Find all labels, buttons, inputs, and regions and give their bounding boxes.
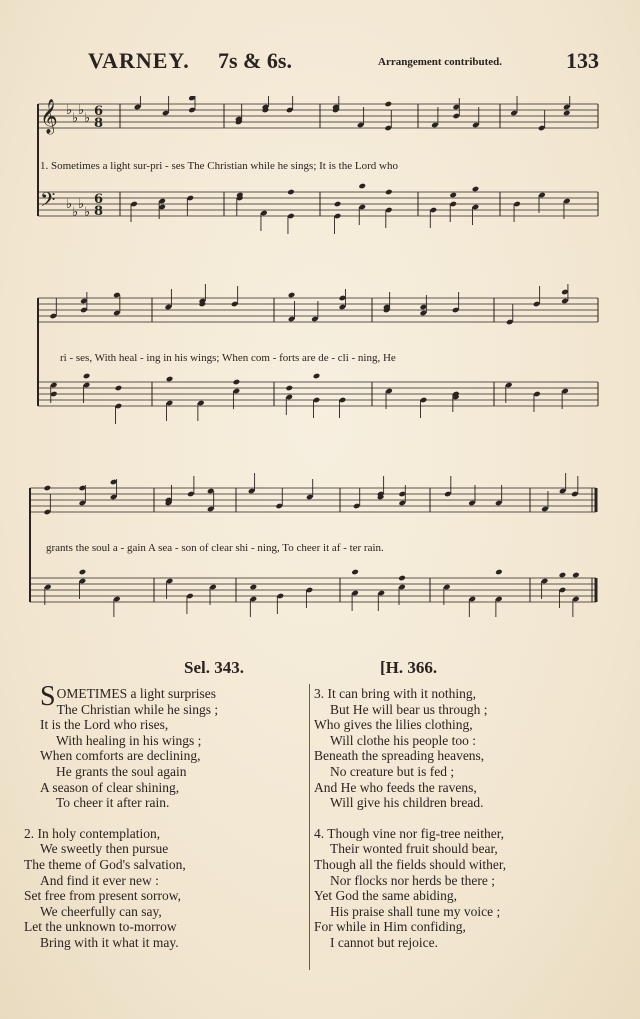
verse-line: Will clothe his people too : [330, 732, 477, 748]
music-system-1 [0, 96, 640, 256]
verse-line: Though all the fields should wither, [314, 856, 507, 872]
arrangement-credit: Arrangement contributed. [378, 56, 503, 68]
note-head [44, 485, 52, 492]
verse-line: Their wonted fruit should bear, [330, 841, 498, 857]
note-head [334, 201, 342, 208]
verse-line: We cheerfully can say, [40, 903, 162, 919]
selection-label-left: Sel. 343. [184, 658, 244, 677]
music-system-2 [0, 284, 640, 444]
verse-line: When comforts are declining, [40, 748, 201, 764]
verse-3 [314, 686, 604, 811]
verse-2 [24, 826, 302, 951]
note-head [398, 575, 406, 582]
verse-dropcap: S [40, 681, 56, 712]
verse-line: Let the unknown to-morrow [24, 919, 177, 935]
note-head [288, 292, 296, 299]
note-head [449, 192, 457, 199]
flat-sign-icon: ♭ [78, 103, 85, 118]
flat-sign-icon: ♭ [66, 103, 73, 118]
page-number: 133 [566, 48, 599, 73]
verse-line: 2. In holy contemplation, [24, 825, 161, 841]
bass-clef-icon: 𝄢 [40, 188, 56, 216]
note-head [563, 110, 571, 117]
time-signature-icon: 8 [94, 204, 104, 219]
verse-line: It is the Lord who rises, [40, 717, 169, 733]
music-system-3 [0, 468, 640, 638]
flat-sign-icon: ♭ [72, 111, 79, 126]
verse-line: I cannot but rejoice. [330, 934, 438, 950]
verse-line: The theme of God's salvation, [24, 856, 186, 872]
flat-sign-icon: ♭ [84, 205, 91, 220]
flat-sign-icon: ♭ [66, 197, 73, 212]
flat-sign-icon: ♭ [84, 111, 91, 126]
note-head [233, 379, 241, 386]
time-signature-icon: 6 [94, 104, 104, 119]
time-signature-icon: 8 [94, 116, 104, 131]
note-head [351, 569, 359, 576]
selection-label-right: [H. 366. [380, 658, 438, 677]
note-head [83, 373, 91, 380]
column-divider [309, 684, 310, 970]
note-head [250, 584, 258, 591]
note-head [166, 376, 174, 383]
verse-line: Will give his children bread. [330, 795, 484, 811]
verse-line: We sweetly then pursue [40, 841, 169, 857]
page-header [0, 40, 640, 80]
verse-line: A season of clear shining, [40, 779, 180, 795]
verse-line: To cheer it after rain. [56, 795, 170, 811]
flat-sign-icon: ♭ [78, 197, 85, 212]
note-head [313, 373, 321, 380]
verse-line: OMETIMES a light surprises [56, 686, 216, 701]
note-head [385, 189, 393, 196]
note-head [285, 385, 293, 392]
verse-line: But He will bear us through ; [330, 701, 488, 717]
verse-line: He grants the soul again [56, 763, 187, 779]
note-head [358, 183, 366, 190]
flat-sign-icon: ♭ [72, 205, 79, 220]
note-head [495, 569, 503, 576]
verse-line: And He who feeds the ravens, [314, 779, 477, 795]
verse-line: With healing in his wings ; [56, 732, 202, 748]
note-head [572, 572, 580, 579]
verse-line: For while in Him confiding, [314, 919, 466, 935]
verse-line: Beneath the spreading heavens, [314, 748, 485, 764]
tune-meter: 7s & 6s. [218, 48, 292, 73]
verse-line: The Christian while he sings ; [56, 701, 219, 717]
verse-line: Set free from present sorrow, [24, 888, 181, 904]
verse-line: Nor flocks nor herds be there ; [330, 872, 495, 888]
tune-title: VARNEY. [88, 48, 190, 73]
verse-line: Bring with it what it may. [40, 934, 179, 950]
verse-1 [40, 681, 302, 811]
note-head [559, 572, 567, 579]
note-head [115, 385, 123, 392]
time-signature-icon: 6 [94, 192, 104, 207]
note-head [384, 101, 392, 108]
note-head [472, 186, 480, 193]
verse-line: Yet God the same abiding, [314, 888, 457, 904]
verse-4 [314, 826, 604, 951]
note-head [79, 569, 87, 576]
verse-line: And find it ever new : [40, 872, 159, 888]
lyric-line-3: grants the soul a - gain A sea - son of clear shi - ning, To cheer it af - ter rain. [46, 542, 384, 554]
lyric-line-2: ri - ses, With heal - ing in his wings; When com - forts are de - cli - ning, He [60, 352, 396, 364]
treble-clef-icon: 𝄞 [40, 99, 58, 134]
verse-line: 3. It can bring with it nothing, [314, 686, 476, 701]
verse-line: His praise shall tune my voice ; [330, 903, 501, 919]
verse-line: No creature but is fed ; [330, 763, 455, 779]
verse-column-right [314, 686, 604, 951]
verse-line: Who gives the lilies clothing, [314, 717, 473, 733]
verse-line: 4. Though vine nor fig-tree neither, [314, 825, 505, 841]
verse-column-left [24, 681, 302, 951]
note-head [287, 189, 295, 196]
lyric-line-1: 1. Sometimes a light sur-pri - ses The Christian while he sings; It is the Lord who [40, 160, 398, 172]
